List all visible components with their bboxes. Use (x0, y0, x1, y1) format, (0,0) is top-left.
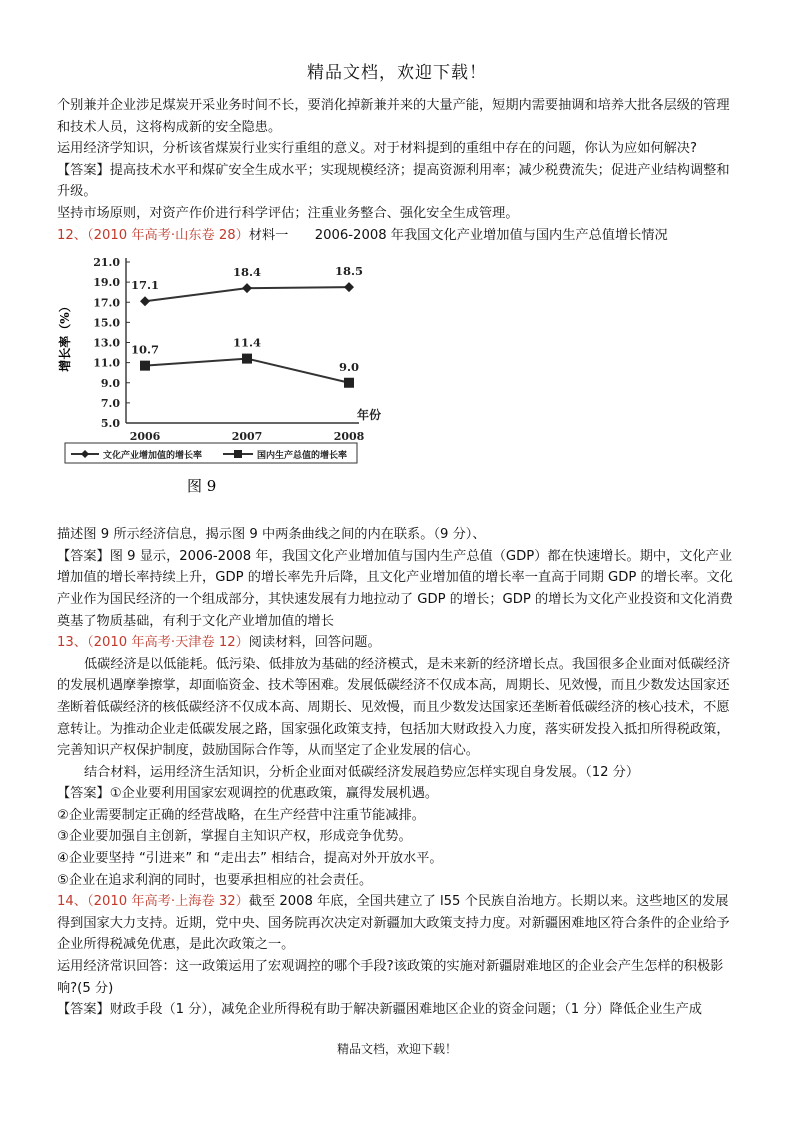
data-point-square (140, 361, 150, 371)
answer-item: ③企业要加强自主创新，掌握自主知识产权，形成竞争优势。 (57, 829, 412, 845)
growth-line-chart (57, 248, 387, 516)
question-prompt: 运用经济常识回答：这一政策运用了宏观调控的哪个手段?该政策的实施对新疆尉难地区的企业会产生怎样的积极影响?(5 分) (57, 959, 724, 996)
answer-paragraph: 坚持市场原则，对资产作价进行科学评估；注重业务整合、强化安全生成管理。 (57, 205, 519, 221)
y-tick-label: 13.0 (93, 336, 120, 350)
data-label: 17.1 (130, 278, 160, 293)
data-label: 10.7 (130, 342, 160, 357)
svg-text:增长率（%）: 增长率（%） (58, 300, 72, 372)
answer-item: ⑤企业在追求利润的同时，也要承担相应的社会责任。 (57, 872, 373, 888)
data-point-diamond (242, 283, 252, 293)
data-label: 11.4 (232, 335, 262, 350)
question-prompt: 描述图 9 所示经济信息，揭示图 9 中两条曲线之间的内在联系。（9 分）、 (57, 527, 486, 543)
material-paragraph: 低碳经济是以低能耗。低污染、低排放为基础的经济模式，是未来新的经济增长点。我国很多企业面对低碳经济的发展机遇摩拳擦掌，却面临资金、技术等困难。发展低碳经济不仅成本高，周期长、见效慢，而且少数发达国家还垄断着低碳经济的核低碳经济不仅成本高、周期长、见效慢，而且少数发达国家还垄断着低碳经济的核心技术，不愿意转让。为推动企业走低碳发展之路，国家强化政策支持，包括加大财政投入力度，落实研发投入抵扣所得税政策，完善知识产权保护制度，鼓励国际合作等，从而坚定了企业发展的信心。 (57, 656, 731, 759)
question-source: 2010 年高考·天津卷 12） (93, 635, 249, 651)
paragraph: 个别兼并企业涉足煤炭开采业务时间不长，要消化掉新兼并来的大量产能，短期内需要抽调和培养大批各层级的管理和技术人员，这将构成新的安全隐患。 (57, 98, 730, 135)
answer-item: 【答案】①企业要利用国家宏观调控的优惠政策，赢得发展机遇。 (57, 786, 439, 802)
legend-marker-square (234, 450, 242, 458)
y-axis-label (57, 300, 72, 371)
data-label: 18.5 (334, 264, 364, 279)
question-number: 12、（ (57, 227, 94, 243)
data-point-diamond (344, 282, 354, 292)
page-footer: 精品文档，欢迎下载！ (336, 1042, 457, 1056)
x-tick-label: 2008 (333, 430, 365, 444)
question-number: 14、（ (57, 894, 94, 910)
data-point-diamond (140, 296, 150, 306)
data-label: 18.4 (232, 265, 262, 280)
question-13-heading (57, 632, 739, 654)
legend-label: 国内生产总值的增长率 (257, 451, 348, 462)
y-tick-label: 5.0 (100, 417, 120, 431)
answer-item: ④企业要坚持 “引进来” 和 “走出去” 相结合，提高对外开放水平。 (57, 851, 443, 867)
x-axis-label: 年份 (357, 408, 382, 423)
y-tick-label: 21.0 (93, 256, 120, 270)
x-tick-label: 2006 (129, 430, 161, 444)
question-material: 截至 2008 年底，全国共建立了 l55 个民族自治地方。长期以来。这些地区的发展得到国家大力支持。近期，党中央、国务院再次决定对新疆加大政策支持力度。对新疆困难地区符合条件的企业给予企业所得税减免优惠，是此次政策之一。 (57, 894, 730, 953)
answer-paragraph: 【答案】财政手段（1 分），减免企业所得税有助于解决新疆困难地区企业的资金问题；（1 分）降低企业生产成 (57, 1002, 702, 1018)
question-14-heading (57, 891, 739, 956)
question-12-heading (57, 225, 739, 247)
data-point-square (242, 354, 252, 364)
answer-paragraph: 【答案】提高技术水平和煤矿安全生成水平；实现规模经济；提高资源利用率；减少税费流失；促进产业结构调整和升级。 (57, 162, 730, 200)
question-source: 2010 年高考·上海卷 32） (93, 894, 249, 910)
legend-label: 文化产业增加值的增长率 (103, 451, 203, 462)
question-material: 材料一 2006-2008 年我国文化产业增加值与国内生产总值增长情况 (248, 227, 668, 243)
answer-item: ②企业需要制定正确的经营战略，在生产经营中注重节能减排。 (57, 807, 425, 823)
data-point-square (344, 378, 354, 388)
question-prompt: 运用经济学知识，分析该省煤炭行业实行重组的意义。对于材料提到的重组中存在的问题，你认为应如何解决? (57, 141, 697, 157)
legend-marker-diamond (81, 450, 89, 458)
y-tick-label: 9.0 (100, 376, 120, 390)
figure-caption: 图 9 (187, 477, 217, 496)
y-tick-label: 19.0 (93, 276, 120, 290)
y-tick-label: 11.0 (93, 356, 120, 370)
question-material: 阅读材料，回答问题。 (248, 635, 381, 651)
page-header: 精品文档，欢迎下载！ (307, 63, 487, 83)
question-number: 13、（ (57, 635, 94, 651)
y-tick-label: 15.0 (93, 316, 120, 330)
question-prompt: 结合材料，运用经济生活知识，分析企业面对低碳经济发展趋势应怎样实现自身发展。（12 分） (84, 764, 640, 780)
y-tick-label: 17.0 (93, 296, 120, 310)
document-body (57, 95, 739, 1021)
answer-paragraph: 【答案】图 9 显示，2006-2008 年，我国文化产业增加值与国内生产总值（GDP）都在快速增长。期中，文化产业增加值的增长率持续上升，GDP 的增长率先升后降，且文化产业增加值的增长率一直高于同期 GDP 的增长率。文化产业作为国民经济的一个组成部分，其快速发展有力地拉动了 GDP 的增长；GDP 的增长为文化产业投资和文化消费奠基了物质基础，有利于文化产业增加值的增长 (57, 548, 733, 629)
x-tick-label: 2007 (231, 430, 263, 444)
data-label: 9.0 (338, 359, 360, 374)
y-tick-label: 7.0 (100, 397, 120, 411)
question-source: 2010 年高考·山东卷 28） (93, 227, 249, 243)
